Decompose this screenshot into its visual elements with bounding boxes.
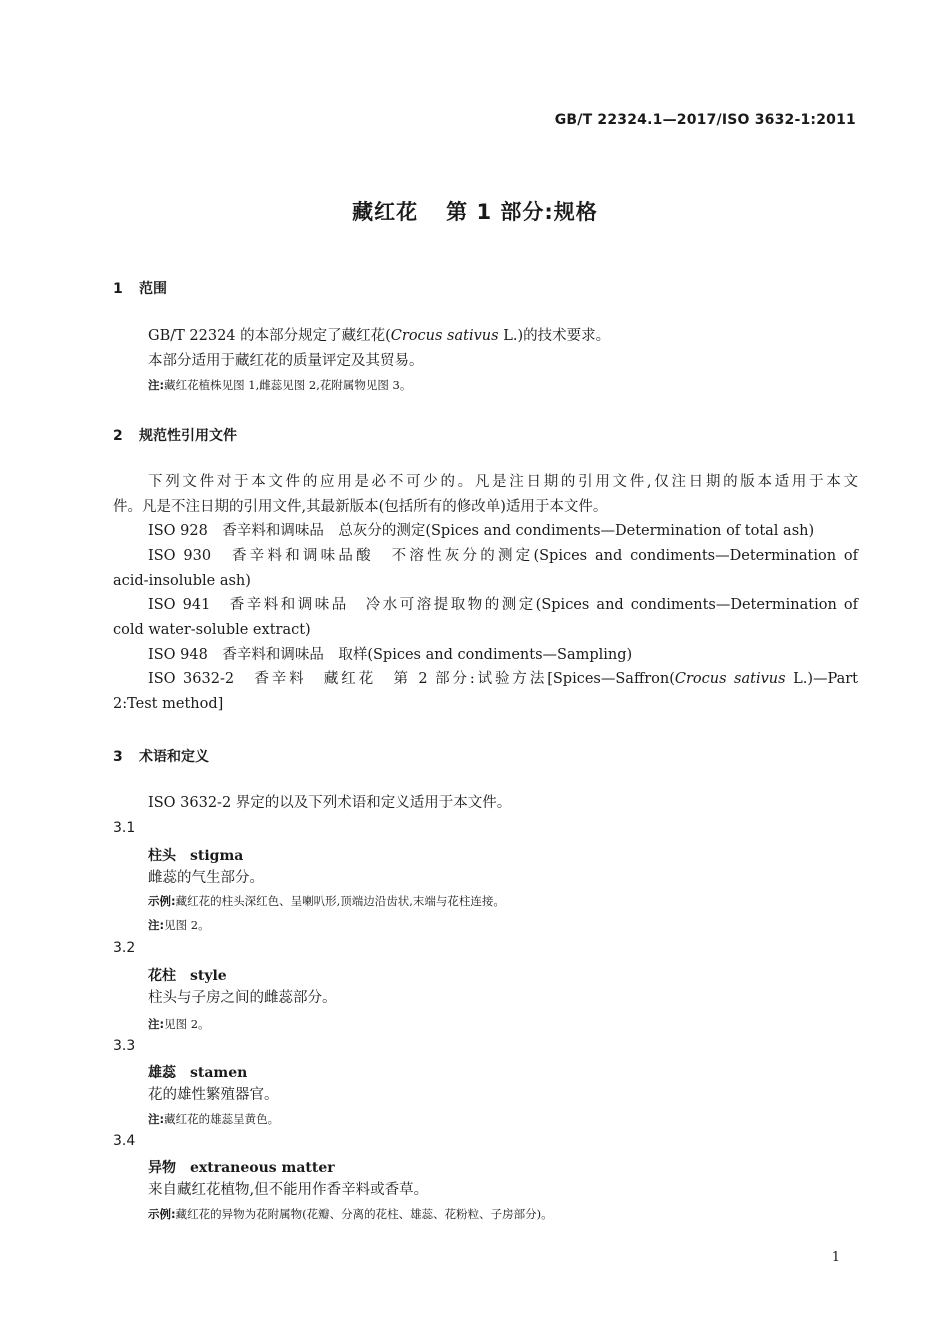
terms-intro: ISO 3632-2 界定的以及下列术语和定义适用于本文件。 <box>148 795 512 811</box>
term-definition: 来自藏红花植物,但不能用作香辛料或香草。 <box>148 1182 429 1198</box>
scope-paragraph-2: 本部分适用于藏红花的质量评定及其贸易。 <box>148 353 424 369</box>
term-definition: 花的雄性繁殖器官。 <box>148 1087 279 1103</box>
term-heading: 柱头 stigma <box>148 848 244 864</box>
title-part-b: 第 1 部分:规格 <box>446 200 598 224</box>
term-note: 注:见图 2。 <box>148 918 210 932</box>
term-number: 3.3 <box>113 1038 136 1054</box>
reference-iso-941-line-2: cold water-soluble extract) <box>113 622 311 638</box>
reference-iso-930-line-2: acid-insoluble ash) <box>113 573 251 589</box>
scope-paragraph-1: GB/T 22324 的本部分规定了藏红花(Crocus sativus L.)的技术要求。 <box>148 328 611 344</box>
reference-iso-928: ISO 928 香辛料和调味品 总灰分的测定(Spices and condiments—Determination of total ash) <box>148 523 815 539</box>
term-heading: 花柱 style <box>148 968 227 984</box>
scope-note: 注:藏红花植株见图 1,雌蕊见图 2,花附属物见图 3。 <box>148 378 412 392</box>
document-title <box>0 196 950 226</box>
term-note: 注:藏红花的雄蕊呈黄色。 <box>148 1112 280 1126</box>
reference-iso-948: ISO 948 香辛料和调味品 取样(Spices and condiments—Sampling) <box>148 647 633 663</box>
title-part-a: 藏红花 <box>352 200 419 224</box>
term-number: 3.2 <box>113 940 136 956</box>
term-example: 示例:藏红花的柱头深红色、呈喇叭形,顶端边沿齿状,末端与花柱连接。 <box>148 894 505 908</box>
term-note: 注:见图 2。 <box>148 1017 210 1031</box>
term-number: 3.1 <box>113 820 136 836</box>
term-heading: 异物 extraneous matter <box>148 1160 335 1176</box>
references-intro-line-1: 下列文件对于本文件的应用是必不可少的。凡是注日期的引用文件,仅注日期的版本适用于本文 <box>148 474 858 490</box>
reference-iso-3632-2-line-2: 2:Test method] <box>113 696 224 712</box>
section-2-heading: 2 规范性引用文件 <box>113 428 237 444</box>
term-example: 示例:藏红花的异物为花附属物(花瓣、分离的花柱、雄蕊、花粉粒、子房部分)。 <box>148 1207 553 1221</box>
section-3-heading: 3 术语和定义 <box>113 749 209 765</box>
term-definition: 雌蕊的气生部分。 <box>148 870 264 886</box>
section-1-heading: 1 范围 <box>113 281 167 297</box>
reference-iso-930-line-1: ISO 930 香辛料和调味品酸 不溶性灰分的测定(Spices and condiments—Determination of <box>148 548 858 564</box>
reference-iso-941-line-1: ISO 941 香辛料和调味品 冷水可溶提取物的测定(Spices and condiments—Determination of <box>148 597 858 613</box>
term-number: 3.4 <box>113 1133 136 1149</box>
references-intro-line-2: 件。凡是不注日期的引用文件,其最新版本(包括所有的修改单)适用于本文件。 <box>113 499 608 515</box>
page-number: 1 <box>831 1250 840 1265</box>
standard-code: GB/T 22324.1—2017/ISO 3632-1:2011 <box>554 112 856 128</box>
reference-iso-3632-2-line-1: ISO 3632-2 香辛料 藏红花 第 2 部分:试验方法[Spices—Saffron(Crocus sativus L.)—Part <box>148 671 858 687</box>
term-definition: 柱头与子房之间的雌蕊部分。 <box>148 990 337 1006</box>
term-heading: 雄蕊 stamen <box>148 1065 248 1081</box>
